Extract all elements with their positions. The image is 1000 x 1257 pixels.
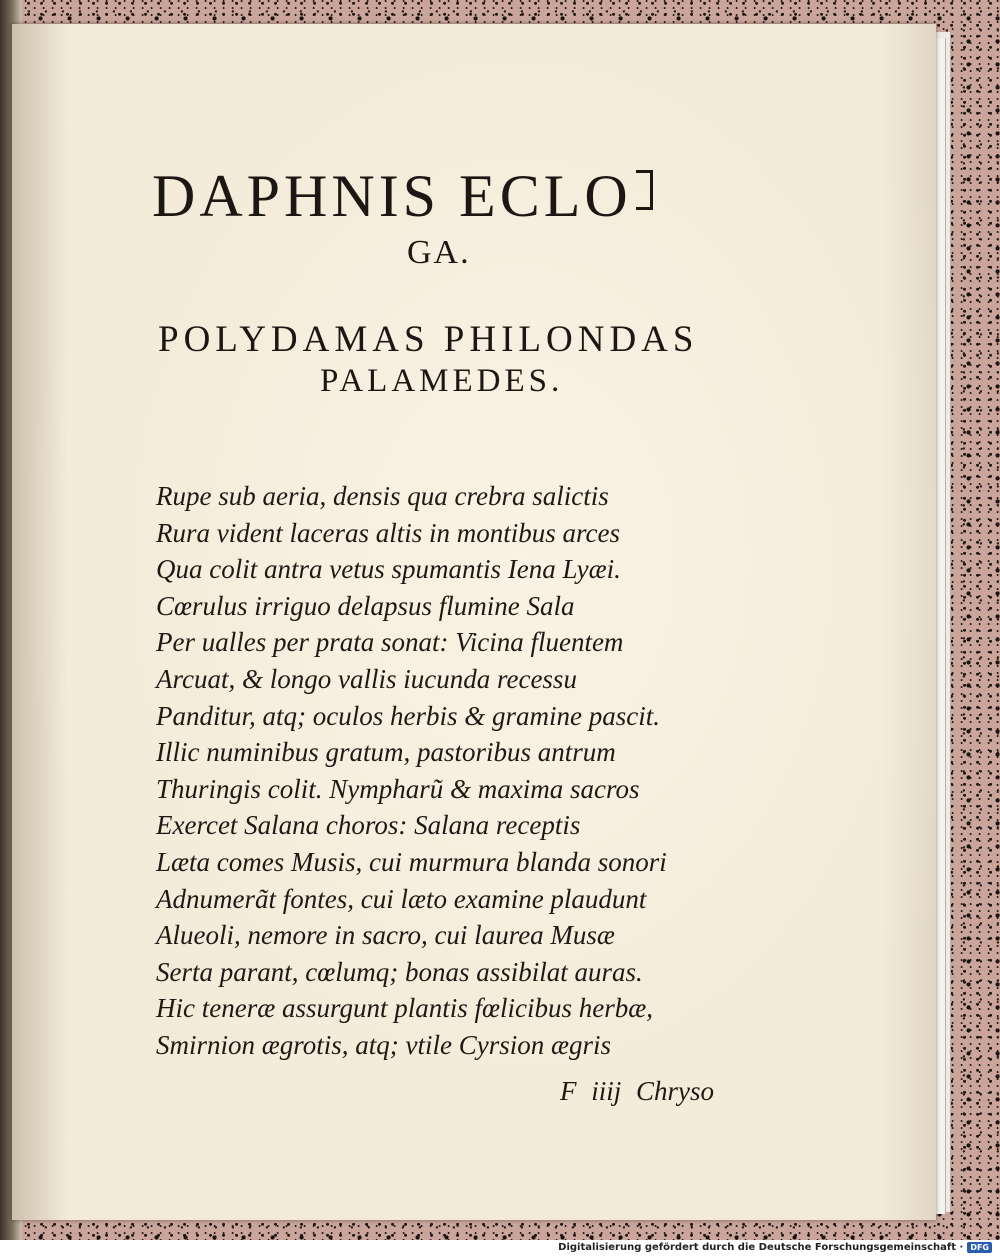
verse-line: Illic numinibus gratum, pastoribus antrum bbox=[156, 737, 616, 768]
credit-text: Digitalisierung gefördert durch die Deutsche Forschungsgemeinschaft · bbox=[558, 1242, 964, 1253]
verse-line: Exercet Salana choros: Salana receptis bbox=[156, 810, 581, 841]
verse-line: Rura vident laceras altis in montibus arces bbox=[156, 517, 620, 548]
verse-line: Smirnion ægrotis, atq; vtile Cyrsion ægris bbox=[156, 1029, 612, 1060]
dfg-logo-icon: DFG bbox=[967, 1242, 992, 1253]
verse-line: Qua colit antra vetus spumantis Iena Lyæi. bbox=[156, 554, 621, 585]
book-page bbox=[12, 24, 936, 1220]
verse-line: Hic teneræ assurgunt plantis fœlicibus herbæ, bbox=[156, 993, 654, 1024]
verse-block bbox=[156, 478, 776, 1064]
verse-line: Rupe sub aeria, densis qua crebra salictis bbox=[156, 481, 609, 511]
hyphen-mark bbox=[636, 170, 653, 210]
digitization-credit bbox=[558, 1242, 992, 1253]
speakers-line-1: POLYDAMAS PHILONDAS bbox=[158, 319, 699, 360]
verse-line: Panditur, atq; oculos herbis & gramine pascit. bbox=[156, 700, 660, 731]
verse-line: Adnumerãt fontes, cui læto examine plaudunt bbox=[156, 883, 647, 914]
signature-catchword: F iiij Chryso bbox=[560, 1076, 715, 1106]
page-title: DAPHNIS ECLO bbox=[152, 162, 653, 231]
verse-line: Per ualles per prata sonat: Vicina fluentem bbox=[156, 627, 624, 658]
verse-line: Læta comes Musis, cui murmura blanda sonori bbox=[156, 846, 667, 877]
verse-line: Serta parant, cœlumq; bonas assibilat auras. bbox=[156, 956, 643, 987]
speakers-line-2: PALAMEDES. bbox=[320, 363, 564, 399]
verse-line: Arcuat, & longo vallis iucunda recessu bbox=[156, 663, 577, 694]
verse-line: Thuringis colit. Nympharũ & maxima sacros bbox=[156, 773, 640, 804]
page-title-continuation: GA. bbox=[407, 234, 471, 271]
verse-line: Alueoli, nemore in sacro, cui laurea Musæ bbox=[156, 920, 615, 951]
verse-line: Cœrulus irriguo delapsus flumine Sala bbox=[156, 590, 575, 621]
